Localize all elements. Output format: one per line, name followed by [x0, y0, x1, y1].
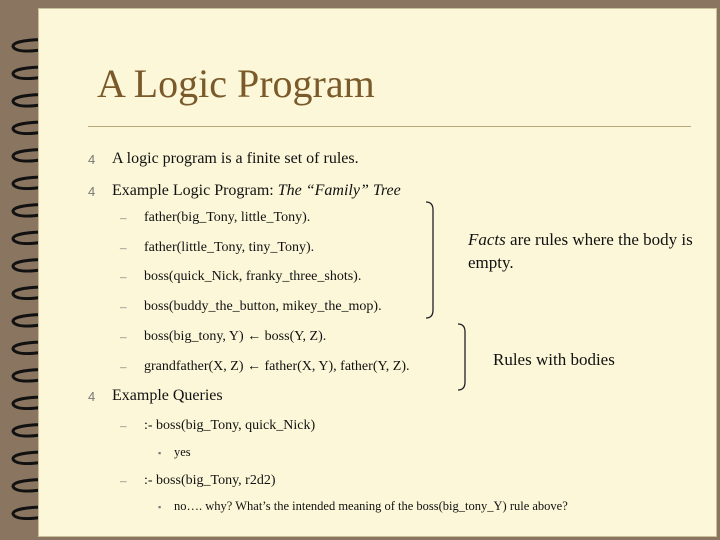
- bullet-4-icon: [88, 390, 99, 402]
- query-answer: no…. why? What’s the intended meaning of the boss(big_tony_Y) rule above?: [174, 499, 568, 513]
- program-line: father(little_Tony, tiny_Tony).: [144, 240, 315, 255]
- facts-rest: are rules where the body is empty.: [468, 230, 693, 272]
- bullet-2-text: [112, 182, 401, 200]
- dash-marker: –: [120, 210, 127, 225]
- svg-text:4: 4: [88, 390, 96, 402]
- bullet-3-text: Example Queries: [112, 387, 223, 404]
- program-line: grandfather(X, Z) ← father(X, Y), father(Y, Z).: [144, 359, 410, 374]
- program-line: boss(buddy_the_button, mikey_the_mop).: [144, 299, 382, 314]
- bullet-1-text: A logic program is a finite set of rules.: [112, 150, 359, 167]
- title-divider: [88, 126, 691, 127]
- facts-bracket: [424, 200, 438, 320]
- svg-text:4: 4: [88, 185, 96, 197]
- bullet-2-prefix: Example Logic Program:: [112, 182, 278, 199]
- rules-bracket: [456, 322, 470, 392]
- rules-annotation: Rules with bodies: [493, 350, 615, 369]
- dot-marker: ▪: [158, 502, 162, 512]
- svg-text:4: 4: [88, 153, 96, 165]
- bullet-4-icon: [88, 153, 99, 165]
- query-line: :- boss(big_Tony, r2d2): [144, 473, 276, 488]
- dash-marker: –: [120, 473, 127, 488]
- dash-marker: –: [120, 269, 127, 284]
- query-answer: yes: [174, 445, 191, 459]
- dash-marker: –: [120, 359, 127, 374]
- query-line: :- boss(big_Tony, quick_Nick): [144, 418, 316, 433]
- dash-marker: –: [120, 240, 127, 255]
- facts-annotation: [468, 228, 720, 274]
- dot-marker: ▪: [158, 448, 162, 458]
- program-line: father(big_Tony, little_Tony).: [144, 210, 311, 225]
- dash-marker: –: [120, 418, 127, 433]
- bullet-2-emphasis: The “Family” Tree: [277, 182, 401, 199]
- program-line: boss(quick_Nick, franky_three_shots).: [144, 269, 362, 284]
- dash-marker: –: [120, 329, 127, 344]
- facts-word: Facts: [468, 230, 506, 249]
- dash-marker: –: [120, 299, 127, 314]
- program-line: boss(big_tony, Y) ← boss(Y, Z).: [144, 329, 327, 344]
- page-title: A Logic Program: [97, 61, 375, 106]
- bullet-4-icon: [88, 185, 99, 197]
